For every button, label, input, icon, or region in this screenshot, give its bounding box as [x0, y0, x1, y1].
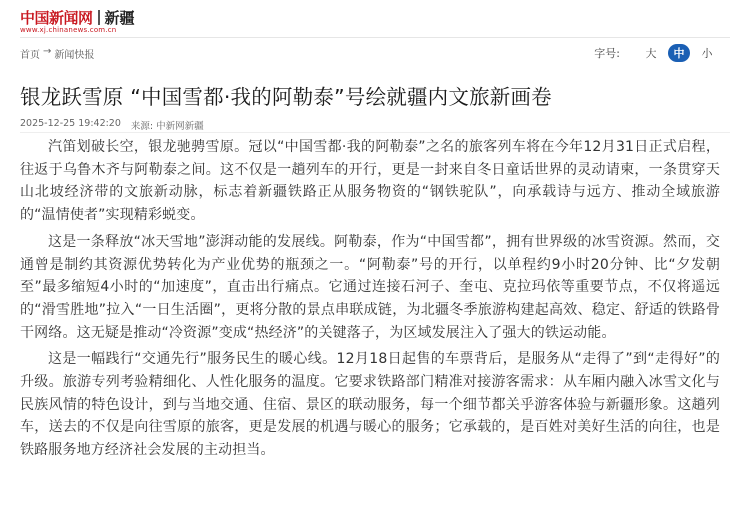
site-header — [0, 0, 738, 38]
logo-text: 中国新闻网 — [20, 9, 93, 27]
breadcrumb-home-link[interactable]: 首页 — [20, 50, 40, 61]
font-size-label: 字号: — [594, 47, 620, 60]
meta-divider — [20, 132, 730, 133]
breadcrumb-arrow: → — [43, 46, 52, 57]
article-source — [131, 118, 204, 132]
source-name: 中新网新疆 — [156, 121, 204, 132]
article-body — [20, 136, 720, 466]
article-title: 银龙跃雪原 “中国雪都·我的阿勒泰”号绘就疆内文旅新画卷 — [20, 85, 552, 109]
publish-datetime: 2025-12-25 19:42:20 — [20, 118, 121, 129]
site-logo[interactable] — [20, 7, 135, 28]
font-size-large[interactable]: 大 — [645, 47, 657, 60]
breadcrumb — [20, 46, 94, 61]
article-paragraph: 汽笛划破长空，银龙驰骋雪原。冠以“中国雪都·我的阿勒泰”之名的旅客列车将在今年12月31日正式启程，往返于乌鲁木齐与阿勒泰之间。这不仅是一趟列车的开行，更是一封来自冬日童话世界的灵动请柬，一条贯穿天山北坡经济带的文旅新动脉，标志着新疆铁路正从服务物资的“钢铁驼队”，向承载诗与远方、推动全域旅游的“温情使者”实现精彩蜕变。 — [20, 139, 720, 224]
article-paragraph: 这是一条释放“冰天雪地”澎湃动能的发展线。阿勒泰，作为“中国雪都”，拥有世界级的冰雪资源。然而，交通曾是制约其资源优势转化为产业优势的瓶颈之一。“阿勒泰”号的开行，以单程约9小时20分钟、比“夕发朝至”最多缩短4小时的“加速度”，直击出行痛点。它通过连接石河子、奎屯、克拉玛依等重要节点，不仅将遥远的“滑雪胜地”拉入“一日生活圈”，更将分散的景点串联成链，为北疆冬季旅游构建起高效、稳定、舒适的铁路骨干网络。这无疑是推动“冷资源”变成“热经济”的关键落子，为区域发展注入了强大的铁运动能。 — [20, 233, 720, 341]
article-paragraph: 这是一幅践行“交通先行”服务民生的暖心线。12月18日起售的车票背后，是服务从“走得了”到“走得好”的升级。旅游专列考验精细化、人性化服务的温度。它要求铁路部门精准对接游客需求：从车厢内融入冰雪文化与民族风情的特色设计，到与当地交通、住宿、景区的联动服务，每一个细节都关乎游客体验与新疆形象。这趟列车，送去的不仅是向往雪原的旅客，更是发展的机遇与暖心的服务；它承载的，是百姓对美好生活的向往，也是铁路服务地方经济社会发展的主动担当。 — [20, 351, 720, 459]
breadcrumb-section-link[interactable]: 新闻快报 — [54, 50, 95, 61]
article-meta — [20, 118, 204, 132]
font-size-medium[interactable]: 中 — [668, 44, 690, 62]
region-name: 新疆 — [104, 9, 135, 27]
site-url: www.xj.chinanews.com.cn — [20, 26, 117, 34]
logo-divider — [98, 10, 100, 25]
source-label: 来源: — [130, 121, 154, 132]
font-size-small[interactable]: 小 — [701, 47, 713, 60]
font-size-switcher — [594, 44, 718, 62]
header-divider — [20, 37, 730, 38]
